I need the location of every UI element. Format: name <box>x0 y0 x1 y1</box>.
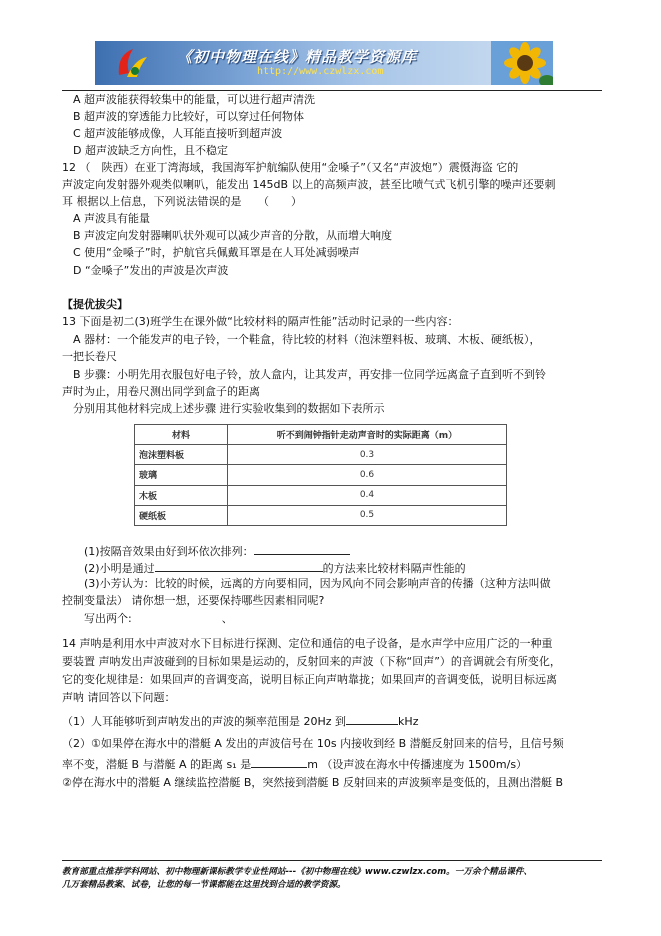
q11-option-a: A 超声波能获得较集中的能量，可以进行超声清洗 <box>73 93 316 106</box>
header-rule <box>62 90 602 91</box>
q14-stem-line-3: 它的变化规律是：如果回声的音调变高，说明目标正向声呐靠拢；如果回声的音调变低，说明目标远离 <box>62 673 557 686</box>
q13-steps-line-2: 声时为止，用卷尺测出同学到盒子的距离 <box>62 385 260 398</box>
q14-stem-line-4: 声呐 请回答以下问题： <box>62 691 176 704</box>
table-header-cell: 听不到闹钟指针走动声音时的实际距离（m） <box>228 425 507 445</box>
q14-stem-line-2: 要装置 声呐发出声波碰到的目标如果是运动的，反射回来的声波（下称“回声”）的音调就会有所变化， <box>62 655 561 668</box>
q12-option-c: C 使用“金嗓子”时，护航官兵佩戴耳罩是在人耳处减弱噪声 <box>73 246 360 259</box>
q14-sub2-line-3: ②停在海水中的潜艇 A 继续监控潜艇 B，突然接到潜艇 B 反射回来的声波频率是变低的，且测出潜艇 B <box>62 776 564 789</box>
footer-rule <box>62 860 602 861</box>
q13-stem: 13 下面是初二(3)班学生在课外做“比较材料的隔声性能”活动时记录的一些内容： <box>62 315 459 328</box>
q14-stem-line-1: 14 声呐是利用水中声波对水下目标进行探测、定位和通信的电子设备，是水声学中应用广泛的一种重 <box>62 637 553 650</box>
q13-steps-line-3: 分别用其他材料完成上述步骤 进行实验收集到的数据如下表所示 <box>73 402 385 415</box>
table-cell: 木板 <box>135 485 228 505</box>
table-row <box>135 485 507 505</box>
q13-sub3-line-1: (3)小芳认为：比较的时候，远离的方向要相同，因为风向不同会影响声音的传播（这种方法叫做 <box>84 577 551 590</box>
q13-sub3-answer <box>84 611 233 626</box>
table-cell: 硬纸板 <box>135 505 228 525</box>
q14-sub1-text: （1）人耳能够听到声呐发出的声波的频率范围是 20Hz 到 <box>62 715 347 728</box>
table-cell: 0.4 <box>228 485 507 505</box>
q13-sub3-answer-label: 写出两个: <box>84 612 132 625</box>
header-banner <box>95 41 553 85</box>
q13-equipment-line-2: 一把长卷尺 <box>62 350 117 363</box>
sunflower-icon <box>491 41 553 85</box>
q11-option-b: B 超声波的穿透能力比较好，可以穿过任何物体 <box>73 110 305 123</box>
q12-option-a: A 声波具有能量 <box>73 212 151 225</box>
data-table <box>134 424 507 526</box>
table-row <box>135 505 507 525</box>
section-heading: 【提优拔尖】 <box>62 298 128 311</box>
q13-sub3-line-2: 控制变量法） 请你想一想，还要保持哪些因素相同呢? <box>62 594 325 607</box>
q13-sub2-text: (2)小明是通过 <box>84 562 155 575</box>
table-header-cell: 材料 <box>135 425 228 445</box>
q12-option-b: B 声波定向发射器喇叭状外观可以减少声音的分散，从而增大响度 <box>73 229 393 242</box>
q13-steps-line-1: B 步骤：小明先用衣服包好电子铃，放人盒内，让其发声，再安排一位同学远离盒子直到听不到铃 <box>73 368 547 381</box>
answer-blank[interactable] <box>251 756 307 768</box>
footer-line-1: 教育部重点推荐学科网站、初中物理新课标教学专业性网站---《初中物理在线》www.czwlzx.com。一万余个精品课件、 <box>62 867 533 877</box>
footer-line-2: 几万套精品教案、试卷，让您的每一节课都能在这里找到合适的教学资源。 <box>62 880 346 890</box>
banner-url[interactable]: http://www.czwlzx.com <box>257 66 384 77</box>
table-cell: 玻璃 <box>135 465 228 485</box>
table-cell: 泡沫塑料板 <box>135 445 228 465</box>
q12-stem-line-2: 声波定向发射器外观类似喇叭，能发出 145dB 以上的高频声波，甚至比喷气式飞机引擎的噪声还要刺 <box>62 178 556 191</box>
q14-sub2-text: 率不变，潜艇 B 与潜艇 A 的距离 s₁ 是 <box>62 758 252 771</box>
q11-option-d: D 超声波缺乏方向性，且不稳定 <box>73 144 228 157</box>
table-row <box>135 445 507 465</box>
table-cell: 0.5 <box>228 505 507 525</box>
q13-equipment-line-1: A 器材：一个能发声的电子铃，一个鞋盒，待比较的材料（泡沫塑料板、玻璃、木板、硬纸板）， <box>73 333 541 346</box>
table-row <box>135 465 507 485</box>
q12-option-d: D “金嗓子”发出的声波是次声波 <box>73 264 229 277</box>
q11-option-c: C 超声波能够成像，人耳能直接听到超声波 <box>73 127 283 140</box>
q12-stem-line-1: 12 （ 陕西）在亚丁湾海域，我国海军护航编队使用“金嗓子”（又名“声波炮”）震慑海盗 它的 <box>62 161 519 174</box>
q14-sub2-line-1: （2）①如果停在海水中的潜艇 A 发出的声波信号在 10s 内接收到经 B 潜艇反射回来的信号，且信号频 <box>62 737 564 750</box>
q12-stem-line-3: 耳 根据以上信息，下列说法错误的是 （ ） <box>62 195 302 208</box>
table-cell: 0.3 <box>228 445 507 465</box>
table-cell: 0.6 <box>228 465 507 485</box>
q13-sub2 <box>84 560 466 576</box>
q14-sub1 <box>62 713 418 729</box>
q13-sub1-text: (1)按隔音效果由好到坏依次排列： <box>84 545 254 558</box>
answer-blank[interactable] <box>132 611 222 622</box>
answer-blank[interactable] <box>155 560 323 572</box>
q13-sub2-text-end: 的方法来比较材料隔声性能的 <box>322 562 466 575</box>
q14-sub2-text-end: m （设声波在海水中传播速度为 1500m/s） <box>307 758 528 771</box>
answer-blank[interactable] <box>346 713 398 725</box>
table-header-row <box>135 425 507 445</box>
answer-blank[interactable] <box>254 543 350 555</box>
q13-sub1 <box>84 543 350 559</box>
separator-mark: 、 <box>221 612 233 625</box>
q14-sub2-line-2 <box>62 756 527 772</box>
q14-sub1-unit: kHz <box>398 715 419 728</box>
logo-icon <box>113 45 151 81</box>
banner-title: 《初中物理在线》精品教学资源库 <box>177 48 418 66</box>
